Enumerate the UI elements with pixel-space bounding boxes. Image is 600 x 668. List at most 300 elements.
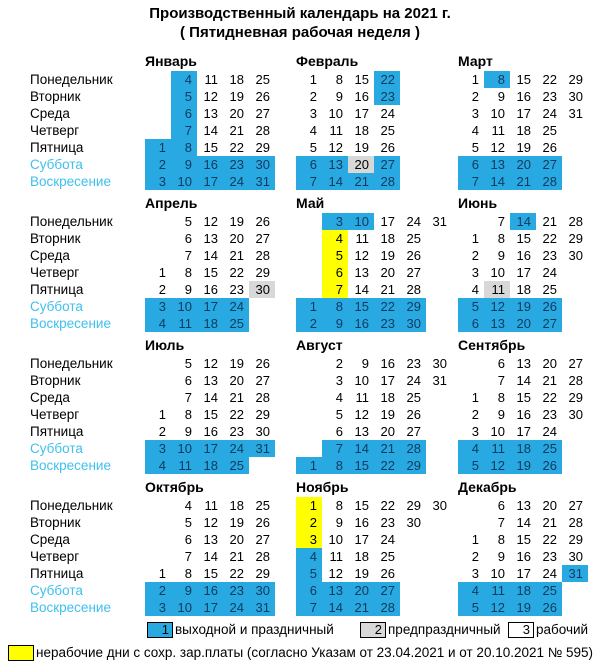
day-cell: 13 <box>203 231 218 246</box>
day-cell: 21 <box>229 549 244 564</box>
day-cell: 10 <box>490 566 505 581</box>
day-cell: 30 <box>249 281 275 298</box>
day-cell: 23 <box>223 156 249 173</box>
day-cell: 31 <box>249 173 275 190</box>
weekday-label: Суббота <box>30 157 83 172</box>
day-cell: 24 <box>542 424 557 439</box>
day-cell: 29 <box>568 532 583 547</box>
day-cell: 10 <box>348 213 374 230</box>
day-cell: 29 <box>255 407 270 422</box>
month-grid <box>296 355 452 474</box>
day-cell <box>400 599 426 616</box>
day-cell <box>145 531 171 548</box>
day-cell <box>426 514 452 531</box>
day-cell <box>145 122 171 139</box>
day-cell: 12 <box>484 599 510 616</box>
day-cell: 23 <box>406 356 421 371</box>
day-cell: 13 <box>322 156 348 173</box>
day-cell: 31 <box>249 599 275 616</box>
day-cell: 12 <box>328 140 343 155</box>
month-block <box>458 52 588 190</box>
weekday-label: Понедельник <box>30 356 113 371</box>
day-cell: 4 <box>145 315 171 332</box>
month-block <box>145 336 275 474</box>
day-cell: 12 <box>484 457 510 474</box>
day-cell: 5 <box>296 565 322 582</box>
day-cell: 26 <box>406 248 421 263</box>
day-cell: 7 <box>171 122 197 139</box>
day-cell: 3 <box>471 566 479 581</box>
month-name: Июнь <box>458 195 498 211</box>
day-cell: 20 <box>380 265 395 280</box>
day-cell: 26 <box>255 356 270 371</box>
weekday-label: Воскресение <box>30 458 111 473</box>
day-cell <box>400 531 426 548</box>
day-cell: 23 <box>380 515 395 530</box>
day-cell: 12 <box>203 214 218 229</box>
day-cell: 6 <box>335 424 343 439</box>
day-cell: 27 <box>374 582 400 599</box>
day-cell: 22 <box>380 498 395 513</box>
day-cell <box>145 71 171 88</box>
day-cell: 1 <box>296 457 322 474</box>
day-cell: 20 <box>229 231 244 246</box>
month-block <box>145 52 275 190</box>
day-cell: 12 <box>354 407 369 422</box>
day-cell: 20 <box>510 156 536 173</box>
day-cell: 15 <box>203 407 218 422</box>
month-grid <box>458 213 588 332</box>
month-block <box>145 194 275 332</box>
day-cell: 31 <box>249 440 275 457</box>
day-cell <box>562 423 588 440</box>
day-cell: 7 <box>184 390 192 405</box>
day-cell <box>562 315 588 332</box>
day-cell <box>562 139 588 156</box>
day-cell: 24 <box>223 440 249 457</box>
day-cell: 8 <box>497 390 505 405</box>
day-cell: 15 <box>203 566 218 581</box>
day-cell: 5 <box>471 140 479 155</box>
day-cell: 1 <box>471 72 479 87</box>
day-cell: 11 <box>329 549 343 564</box>
month-grid <box>458 355 588 474</box>
day-cell: 25 <box>542 282 557 297</box>
day-cell <box>145 355 171 372</box>
day-cell <box>458 497 484 514</box>
month-name: Август <box>296 337 343 353</box>
day-cell: 6 <box>458 156 484 173</box>
day-cell: 7 <box>296 599 322 616</box>
month-block <box>458 194 588 332</box>
day-cell: 14 <box>510 213 536 230</box>
month-name: Февраль <box>296 53 359 69</box>
day-cell: 16 <box>516 549 531 564</box>
day-cell <box>296 406 322 423</box>
day-cell <box>458 213 484 230</box>
day-cell: 27 <box>255 231 270 246</box>
legend-nonworking-paid-label: нерабочие дни с сохр. зар.платы (согласно Указам от 23.04.2021 и от 20.10.2021 № 595) <box>36 645 594 660</box>
day-cell: 15 <box>354 498 369 513</box>
day-cell: 18 <box>197 315 223 332</box>
day-cell: 21 <box>542 214 557 229</box>
weekday-label: Суббота <box>30 441 83 456</box>
day-cell: 17 <box>197 298 223 315</box>
day-cell: 3 <box>145 440 171 457</box>
day-cell: 30 <box>432 356 447 371</box>
day-cell <box>426 281 452 298</box>
month-grid <box>145 71 275 190</box>
day-cell: 10 <box>490 106 505 121</box>
day-cell: 10 <box>490 424 505 439</box>
day-cell: 28 <box>374 173 400 190</box>
day-cell: 7 <box>296 173 322 190</box>
day-cell: 2 <box>471 549 479 564</box>
page-title <box>0 4 600 42</box>
month-name: Июль <box>145 337 185 353</box>
day-cell: 24 <box>380 532 395 547</box>
legend-item-preholiday <box>360 622 501 638</box>
day-cell: 14 <box>203 549 218 564</box>
day-cell: 9 <box>497 549 505 564</box>
day-cell <box>562 122 588 139</box>
day-cell: 29 <box>568 231 583 246</box>
day-cell: 2 <box>471 248 479 263</box>
day-cell: 8 <box>184 566 192 581</box>
day-cell <box>426 389 452 406</box>
month-block <box>458 478 588 616</box>
day-cell: 23 <box>229 282 244 297</box>
day-cell: 27 <box>255 532 270 547</box>
day-cell: 3 <box>335 373 343 388</box>
day-cell: 4 <box>335 390 343 405</box>
day-cell: 29 <box>568 390 583 405</box>
day-cell: 6 <box>497 356 505 371</box>
day-cell: 22 <box>229 566 244 581</box>
day-cell: 3 <box>322 213 348 230</box>
day-cell <box>296 281 322 298</box>
day-cell: 15 <box>516 390 531 405</box>
day-cell: 8 <box>497 231 505 246</box>
day-cell: 1 <box>471 390 479 405</box>
day-cell <box>145 88 171 105</box>
day-cell: 22 <box>229 265 244 280</box>
day-cell: 16 <box>203 282 218 297</box>
day-cell <box>426 423 452 440</box>
day-cell: 9 <box>497 407 505 422</box>
day-cell <box>562 440 588 457</box>
day-cell <box>426 247 452 264</box>
day-cell: 30 <box>568 89 583 104</box>
day-cell: 3 <box>145 298 171 315</box>
day-cell: 19 <box>380 407 395 422</box>
day-cell: 27 <box>536 156 562 173</box>
day-cell: 13 <box>203 532 218 547</box>
day-cell: 18 <box>510 440 536 457</box>
day-cell: 14 <box>203 123 218 138</box>
day-cell: 26 <box>536 599 562 616</box>
day-cell <box>426 565 452 582</box>
day-cell: 3 <box>145 599 171 616</box>
day-cell <box>249 315 275 332</box>
day-cell: 4 <box>471 282 479 297</box>
day-cell <box>426 531 452 548</box>
weekday-labels <box>30 213 113 332</box>
day-cell: 5 <box>184 356 192 371</box>
calendar-title: Производственный календарь на 2021 г. <box>149 5 451 22</box>
day-cell: 17 <box>380 373 395 388</box>
day-cell: 26 <box>255 89 270 104</box>
day-cell: 14 <box>322 173 348 190</box>
day-cell: 28 <box>255 549 270 564</box>
legend-item-working <box>508 622 588 638</box>
day-cell: 30 <box>432 498 447 513</box>
day-cell <box>145 497 171 514</box>
day-cell: 14 <box>516 515 531 530</box>
day-cell: 23 <box>374 88 400 105</box>
weekday-label: Среда <box>30 248 70 263</box>
day-cell: 9 <box>335 515 343 530</box>
legend-working-label: рабочий <box>536 622 589 637</box>
day-cell: 16 <box>354 89 369 104</box>
day-cell: 28 <box>255 248 270 263</box>
day-cell: 27 <box>255 373 270 388</box>
day-cell: 28 <box>406 282 421 297</box>
weekday-label: Пятница <box>30 282 84 297</box>
day-cell: 28 <box>255 123 270 138</box>
day-cell: 18 <box>380 231 395 246</box>
day-cell <box>296 230 322 247</box>
month-name: Октябрь <box>145 479 204 495</box>
day-cell: 8 <box>322 298 348 315</box>
quarter-block <box>0 336 600 476</box>
day-cell: 21 <box>229 123 244 138</box>
day-cell: 17 <box>380 214 395 229</box>
day-cell: 30 <box>249 582 275 599</box>
day-cell: 23 <box>542 407 557 422</box>
day-cell: 30 <box>406 515 421 530</box>
legend-item-nonworking-paid <box>8 645 593 661</box>
day-cell: 9 <box>497 89 505 104</box>
legend-preholiday-swatch: 2 <box>360 622 386 638</box>
weekday-label: Вторник <box>30 515 81 530</box>
weekday-label: Среда <box>30 532 70 547</box>
day-cell <box>400 582 426 599</box>
weekday-label: Понедельник <box>30 72 113 87</box>
day-cell: 21 <box>229 248 244 263</box>
day-cell: 23 <box>542 89 557 104</box>
day-cell: 9 <box>335 89 343 104</box>
day-cell: 10 <box>171 599 197 616</box>
day-cell: 9 <box>171 582 197 599</box>
day-cell: 12 <box>203 89 218 104</box>
day-cell: 24 <box>380 106 395 121</box>
day-cell: 26 <box>255 515 270 530</box>
day-cell: 21 <box>542 515 557 530</box>
day-cell: 4 <box>471 123 479 138</box>
day-cell: 25 <box>223 315 249 332</box>
month-name: Декабрь <box>458 479 517 495</box>
day-cell <box>145 213 171 230</box>
day-cell: 19 <box>516 140 531 155</box>
day-cell <box>426 582 452 599</box>
day-cell: 15 <box>348 298 374 315</box>
day-cell: 1 <box>471 231 479 246</box>
day-cell: 31 <box>432 373 447 388</box>
day-cell: 24 <box>223 599 249 616</box>
month-name: Сентябрь <box>458 337 526 353</box>
day-cell <box>562 173 588 190</box>
month-name: Январь <box>145 53 197 69</box>
day-cell: 27 <box>255 106 270 121</box>
day-cell <box>562 582 588 599</box>
day-cell: 20 <box>380 424 395 439</box>
day-cell: 8 <box>335 72 343 87</box>
day-cell: 16 <box>203 424 218 439</box>
day-cell: 18 <box>510 582 536 599</box>
weekday-label: Понедельник <box>30 214 113 229</box>
day-cell: 19 <box>229 214 244 229</box>
day-cell <box>145 247 171 264</box>
day-cell: 28 <box>374 599 400 616</box>
day-cell: 29 <box>400 298 426 315</box>
day-cell: 18 <box>516 282 531 297</box>
day-cell: 4 <box>145 457 171 474</box>
day-cell: 9 <box>361 356 369 371</box>
weekday-label: Четверг <box>30 549 80 564</box>
day-cell: 26 <box>406 407 421 422</box>
day-cell <box>145 372 171 389</box>
day-cell: 6 <box>296 156 322 173</box>
day-cell: 6 <box>184 532 192 547</box>
day-cell: 1 <box>158 566 166 581</box>
day-cell: 5 <box>322 247 348 264</box>
day-cell: 20 <box>348 582 374 599</box>
day-cell <box>562 599 588 616</box>
day-cell: 12 <box>203 356 218 371</box>
day-cell: 18 <box>229 72 244 87</box>
day-cell <box>458 372 484 389</box>
day-cell: 22 <box>229 140 244 155</box>
day-cell: 23 <box>374 315 400 332</box>
day-cell <box>400 548 426 565</box>
day-cell <box>458 514 484 531</box>
day-cell: 27 <box>568 498 583 513</box>
day-cell: 25 <box>380 123 395 138</box>
day-cell: 2 <box>158 424 166 439</box>
month-grid <box>145 213 275 332</box>
month-grid <box>296 497 452 616</box>
day-cell <box>145 230 171 247</box>
day-cell: 11 <box>484 281 510 298</box>
day-cell: 13 <box>516 356 531 371</box>
day-cell: 4 <box>458 582 484 599</box>
day-cell: 29 <box>406 498 421 513</box>
weekday-label: Четверг <box>30 123 80 138</box>
day-cell: 29 <box>400 457 426 474</box>
legend-working-swatch: 3 <box>508 622 534 638</box>
day-cell: 12 <box>328 566 343 581</box>
day-cell: 5 <box>335 407 343 422</box>
day-cell <box>426 230 452 247</box>
day-cell: 29 <box>255 265 270 280</box>
day-cell: 5 <box>309 140 317 155</box>
day-cell: 19 <box>510 599 536 616</box>
month-grid <box>296 213 452 332</box>
day-cell: 9 <box>184 282 192 297</box>
day-cell: 19 <box>229 515 244 530</box>
day-cell: 23 <box>542 248 557 263</box>
month-name: Март <box>458 53 493 69</box>
day-cell: 11 <box>204 72 218 87</box>
day-cell: 11 <box>329 123 343 138</box>
day-cell: 31 <box>568 106 583 121</box>
weekday-label: Суббота <box>30 583 83 598</box>
day-cell <box>426 599 452 616</box>
weekday-label: Суббота <box>30 299 83 314</box>
day-cell: 26 <box>536 298 562 315</box>
day-cell: 22 <box>542 231 557 246</box>
day-cell: 17 <box>197 440 223 457</box>
day-cell: 16 <box>197 156 223 173</box>
day-cell: 3 <box>145 173 171 190</box>
day-cell <box>296 389 322 406</box>
day-cell: 14 <box>516 373 531 388</box>
day-cell: 8 <box>184 265 192 280</box>
day-cell: 21 <box>348 599 374 616</box>
day-cell: 7 <box>184 549 192 564</box>
day-cell: 21 <box>229 390 244 405</box>
legend-weekend-label: выходной и праздничный <box>175 622 334 637</box>
day-cell: 27 <box>568 356 583 371</box>
day-cell: 8 <box>171 139 197 156</box>
day-cell: 20 <box>229 373 244 388</box>
weekday-label: Вторник <box>30 231 81 246</box>
weekday-label: Пятница <box>30 566 84 581</box>
day-cell: 6 <box>184 231 192 246</box>
day-cell: 14 <box>203 390 218 405</box>
day-cell: 17 <box>197 599 223 616</box>
day-cell: 4 <box>309 123 317 138</box>
day-cell: 30 <box>568 248 583 263</box>
day-cell: 14 <box>484 173 510 190</box>
day-cell <box>562 457 588 474</box>
day-cell: 1 <box>296 497 322 514</box>
day-cell: 8 <box>184 407 192 422</box>
weekday-label: Воскресение <box>30 600 111 615</box>
month-grid <box>145 355 275 474</box>
day-cell: 9 <box>497 248 505 263</box>
day-cell <box>296 372 322 389</box>
day-cell: 28 <box>568 214 583 229</box>
legend-nonworking-paid-swatch <box>8 645 34 661</box>
day-cell: 7 <box>184 248 192 263</box>
quarter-block <box>0 478 600 618</box>
day-cell: 2 <box>335 356 343 371</box>
day-cell: 11 <box>204 498 218 513</box>
day-cell: 2 <box>145 156 171 173</box>
month-block <box>458 336 588 474</box>
day-cell <box>426 457 452 474</box>
day-cell: 14 <box>322 599 348 616</box>
day-cell: 22 <box>542 390 557 405</box>
day-cell: 19 <box>510 298 536 315</box>
day-cell: 11 <box>355 231 369 246</box>
day-cell: 18 <box>380 390 395 405</box>
day-cell <box>296 247 322 264</box>
day-cell: 18 <box>354 123 369 138</box>
day-cell: 7 <box>497 373 505 388</box>
